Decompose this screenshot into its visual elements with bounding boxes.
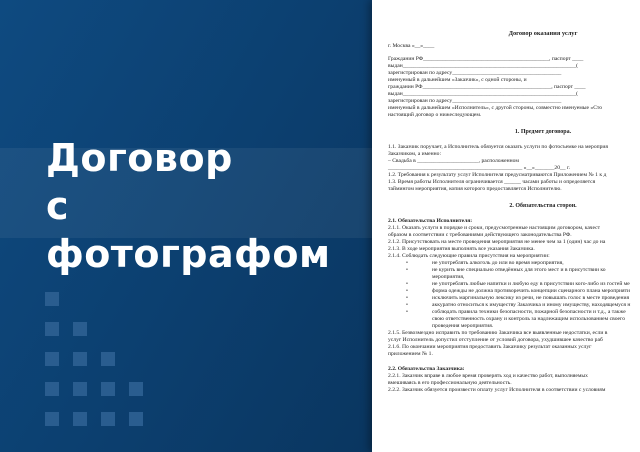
text-line: образом в соответствии с требованиями действующего законодательства РФ. (388, 232, 572, 238)
rule-item: мероприятия, (432, 274, 465, 280)
decorative-dot (101, 352, 115, 366)
text-line: гражданин РФ______________________________________________, паспорт ____ (388, 84, 586, 90)
rule-item: • исключить маргинальную лексику из речи, не повышать голос в месте проведения (388, 295, 640, 302)
text-line: услуг Исполнитель допустил отступление от условий договора, ухудшившее качество раб (388, 337, 603, 343)
decorative-dot (101, 412, 115, 426)
text-line: таймингом мероприятия, копия которого предоставляется Исполнителю. (388, 186, 562, 192)
document-page (372, 0, 640, 452)
text-line: 1.2. Требования к результату услуг Исполнителя предусматриваются Приложением № 1 к д (388, 172, 607, 178)
section-2-title: 2. Обязательства сторон. (509, 203, 577, 209)
text-line: ________________________________________________ «__»_______20__ г. (388, 165, 571, 171)
rule-item: • не употреблять любые напитки и любую еду в присутствии кого-либо из гостей ме (388, 281, 640, 288)
text-line: – Свадьба в ______________________, расположенном (388, 158, 519, 164)
text-line: Гражданин РФ_____________________________________________, паспорт ____ (388, 56, 584, 62)
subsection-2-1-tail (388, 330, 640, 358)
text-line: 2.1.1. Оказать услуги в порядке и сроки, предусмотренные настоящим договором, качест (388, 225, 601, 231)
subsection-2-2-body (388, 373, 640, 394)
section-1-body (388, 144, 640, 193)
text-line: 2.1.5. Безвозмездно исправить по требованию Заказчика все выявленные недостатки, если в (388, 330, 608, 336)
rule-item: • аккуратно относиться к имуществу Заказчика и иному имуществу, находящемуся н (388, 302, 640, 309)
rule-item: свою ответственность охрану и контроль за надлежащим использованием своего (432, 316, 625, 322)
decorative-dot (45, 412, 59, 426)
text-line: 1.3. Время работы Исполнителя ограничивается ______ часами работы и определяется (388, 179, 596, 185)
text-line: выдан______________________________________________________________( (388, 91, 578, 97)
text-line: именуемый в дальнейшем «Заказчик», с одной стороны, и (388, 77, 527, 83)
decorative-dot (45, 292, 59, 306)
decorative-dot (73, 412, 87, 426)
decorative-dot (73, 382, 87, 396)
subsection-2-2-title: 2.2. Обязательства Заказчика: (388, 366, 465, 372)
parties-block (388, 56, 640, 119)
text-line: выдан______________________________________________________________( (388, 63, 578, 69)
hero-title (46, 134, 366, 278)
subsection-2-1-body (388, 225, 640, 260)
text-line: 1.1. Заказчик поручает, а Исполнитель обязуется оказать услуги по фотосъемке на мероприя (388, 144, 608, 150)
decorative-dot (45, 322, 59, 336)
hero-title-line-1: Договор (46, 136, 233, 180)
text-line: 2.1.6. По окончании мероприятия предоставить Заказчику результат оказанных услуг (388, 344, 592, 350)
document-title: Договор оказания услуг (508, 30, 578, 37)
text-line: зарегистрирован по адресу_______________________________________ (388, 70, 562, 76)
city-date-line: г. Москва «__»____ (388, 43, 435, 49)
rule-item: • форма одежды не должна противоречить концепции сценарного плана мероприяти (388, 288, 640, 295)
text-line: Заказчиком, а именно: (388, 151, 442, 157)
section-1-title: 1. Предмет договора. (514, 129, 572, 135)
decorative-dot (45, 382, 59, 396)
decorative-dot (129, 382, 143, 396)
rule-item: • не употреблять алкоголь до или во время мероприятия, (388, 260, 640, 267)
text-line: 2.2.2. Заказчик обязуется произвести оплату услуг Исполнителя в соответствии с условиям (388, 387, 606, 393)
subsection-2-1-title: 2.1. Обязательства Исполнителя: (388, 218, 473, 224)
text-line: приложением № 1. (388, 351, 433, 357)
text-line: 2.2.1. Заказчик вправе в любое время проверять ход и качество работ, выполняемых (388, 373, 588, 379)
rule-item: проведения мероприятия. (432, 323, 494, 329)
text-line: именуемый в дальнейшем «Исполнитель», с другой стороны, совместно именуемые «Сто (388, 105, 603, 111)
hero-title-line-2: с фотографом (46, 184, 331, 276)
text-line: настоящий договор о нижеследующем. (388, 112, 482, 118)
decorative-dot (73, 352, 87, 366)
text-line: 2.1.4. Соблюдать следующие правила присутствия на мероприятии: (388, 253, 550, 259)
text-line: 2.1.2. Присутствовать на месте проведения мероприятия не менее чем за 1 (один) час до на (388, 239, 606, 245)
decorative-dot (73, 322, 87, 336)
rules-list (388, 260, 640, 330)
document-body (388, 30, 640, 394)
text-line: вмешиваясь в его профессиональную деятельность. (388, 380, 512, 386)
rule-item: • соблюдать правила техники безопасности, пожарной безопасности и т.д., а также (388, 309, 640, 316)
decorative-dot (129, 412, 143, 426)
text-line: 2.1.3. В ходе мероприятия выполнять все указания Заказчика. (388, 246, 535, 252)
decorative-dot (45, 352, 59, 366)
text-line: зарегистрирован по адресу_______________________________________ (388, 98, 562, 104)
decorative-dot (101, 382, 115, 396)
rule-item: • не курить вне специально отведённых для этого мест и в присутствии ко (388, 267, 640, 274)
